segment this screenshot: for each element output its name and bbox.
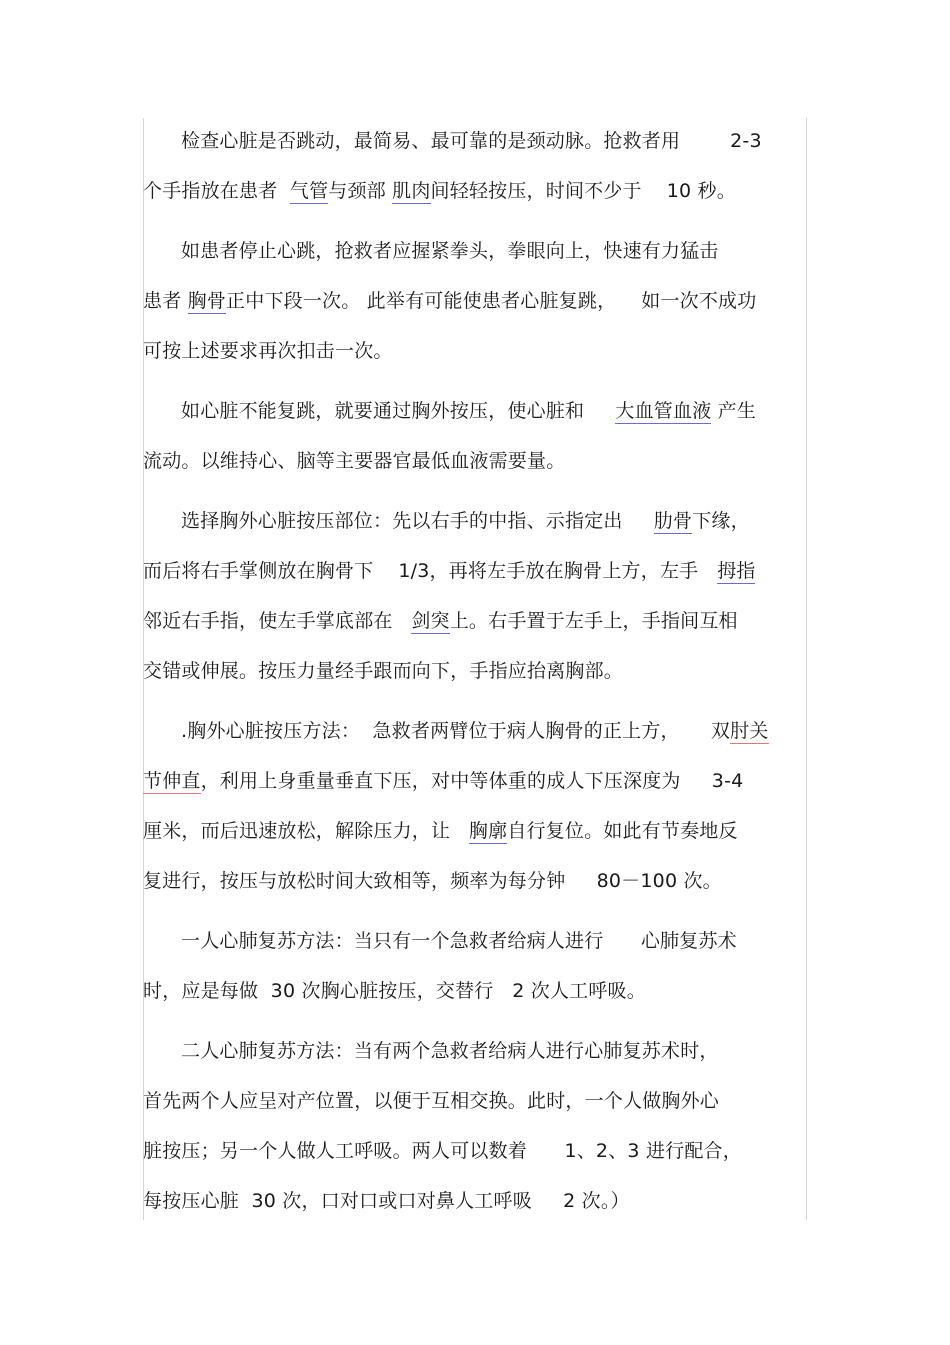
paragraph-7-line-4 bbox=[143, 1187, 807, 1215]
paragraph-6-line-1 bbox=[143, 927, 845, 955]
text-run: 上。右手置于左手上，手指间互相 bbox=[449, 610, 738, 632]
text-run: 可按上述要求再次扣击一次。 bbox=[143, 340, 393, 362]
text-run: 个手指放在患者 bbox=[143, 180, 290, 202]
term-sternum-link[interactable]: 胸骨 bbox=[187, 290, 227, 312]
paragraph-3-line-1 bbox=[143, 397, 845, 425]
text-run: 时，应是每做 30 次胸心脏按压，交替行 2 次人工呼吸。 bbox=[143, 980, 646, 1002]
text-run: 复进行，按压与放松时间大致相等，频率为每分钟 80－100 次。 bbox=[143, 870, 722, 892]
paragraph-4-line-2 bbox=[143, 557, 807, 585]
text-run: 自行复位。如此有节奏地反 bbox=[507, 820, 738, 842]
paragraph-5-line-4 bbox=[143, 867, 807, 895]
paragraph-1-line-2 bbox=[143, 177, 807, 205]
text-run: 首先两个人应呈对产位置，以便于互相交换。此时，一个人做胸外心 bbox=[143, 1090, 720, 1112]
text-run: 二人心肺复苏方法：当有两个急救者给病人进行心肺复苏术时， bbox=[181, 1040, 719, 1062]
text-run: 与颈部 bbox=[328, 180, 393, 202]
paragraph-4-line-3 bbox=[143, 607, 807, 635]
paragraph-7-line-2 bbox=[143, 1087, 807, 1115]
text-run: 而后将右手掌侧放在胸骨下 1/3，再将左手放在胸骨上方，左手 bbox=[143, 560, 718, 582]
text-run: 每按压心脏 30 次，口对口或口对鼻人工呼吸 2 次。） bbox=[143, 1190, 630, 1212]
paragraph-6-line-2 bbox=[143, 977, 807, 1005]
text-run: 厘米，而后迅速放松，解除压力，让 bbox=[143, 820, 469, 842]
text-run: 正中下段一次。 此举有可能使患者心脏复跳， 如一次不成功 bbox=[226, 290, 757, 312]
term-muscle-link[interactable]: 肌肉 bbox=[392, 180, 431, 202]
text-run: 检查心脏是否跳动，最简易、最可靠的是颈动脉。抢救者用 2-3 bbox=[181, 130, 762, 152]
text-run: 一人心肺复苏方法：当只有一个急救者给病人进行 心肺复苏术 bbox=[181, 930, 737, 952]
paragraph-7-line-1 bbox=[143, 1037, 845, 1065]
paragraph-2-line-1 bbox=[143, 237, 845, 265]
term-elbow-joint-link-continued[interactable]: 节伸直 bbox=[143, 770, 201, 792]
term-xiphoid-link[interactable]: 剑突 bbox=[411, 610, 450, 632]
term-thorax-link[interactable]: 胸廓 bbox=[468, 820, 508, 842]
text-run: .胸外心脏按压方法： 急救者两臂位于病人胸骨的正上方， 双 bbox=[181, 720, 731, 742]
text-run: 如心脏不能复跳，就要通过胸外按压，使心脏和 bbox=[181, 400, 616, 422]
paragraph-2-line-3 bbox=[143, 337, 807, 365]
term-thumb-link[interactable]: 拇指 bbox=[717, 560, 756, 582]
text-run: 如患者停止心跳，抢救者应握紧拳头，拳眼向上，快速有力猛击 bbox=[181, 240, 719, 262]
text-run: 脏按压；另一个人做人工呼吸。两人可以数着 1、2、3 进行配合， bbox=[143, 1140, 742, 1162]
text-run: 下缘， bbox=[692, 510, 750, 532]
text-run: 患者 bbox=[143, 290, 188, 312]
paragraph-5-line-1 bbox=[143, 717, 845, 745]
text-run: 产生 bbox=[711, 400, 757, 422]
text-run: 流动。以维持心、脑等主要器官最低血液需要量。 bbox=[143, 450, 566, 472]
text-run: ，利用上身重量垂直下压，对中等体重的成人下压深度为 3-4 bbox=[200, 770, 744, 792]
paragraph-5-line-2 bbox=[143, 767, 807, 795]
paragraph-4-line-1 bbox=[143, 507, 845, 535]
paragraph-3-line-2 bbox=[143, 447, 807, 475]
text-run: 交错或伸展。按压力量经手跟而向下，手指应抬离胸部。 bbox=[143, 660, 624, 682]
text-run: 间轻轻按压，时间不少于 10 秒。 bbox=[430, 180, 736, 202]
term-great-vessels-blood-link[interactable]: 大血管血液 bbox=[615, 400, 712, 422]
paragraph-7-line-3 bbox=[143, 1137, 807, 1165]
paragraph-5-line-3 bbox=[143, 817, 807, 845]
term-elbow-joint-link[interactable]: 肘关 bbox=[730, 720, 769, 742]
paragraph-1-line-1 bbox=[143, 127, 845, 155]
term-trachea-link[interactable]: 气管 bbox=[289, 180, 329, 202]
paragraph-4-line-4 bbox=[143, 657, 807, 685]
text-run: 选择胸外心脏按压部位：先以右手的中指、示指定出 bbox=[181, 510, 654, 532]
paragraph-2-line-2 bbox=[143, 287, 807, 315]
term-rib-link[interactable]: 肋骨 bbox=[653, 510, 693, 532]
text-run: 邻近右手指，使左手掌底部在 bbox=[143, 610, 412, 632]
